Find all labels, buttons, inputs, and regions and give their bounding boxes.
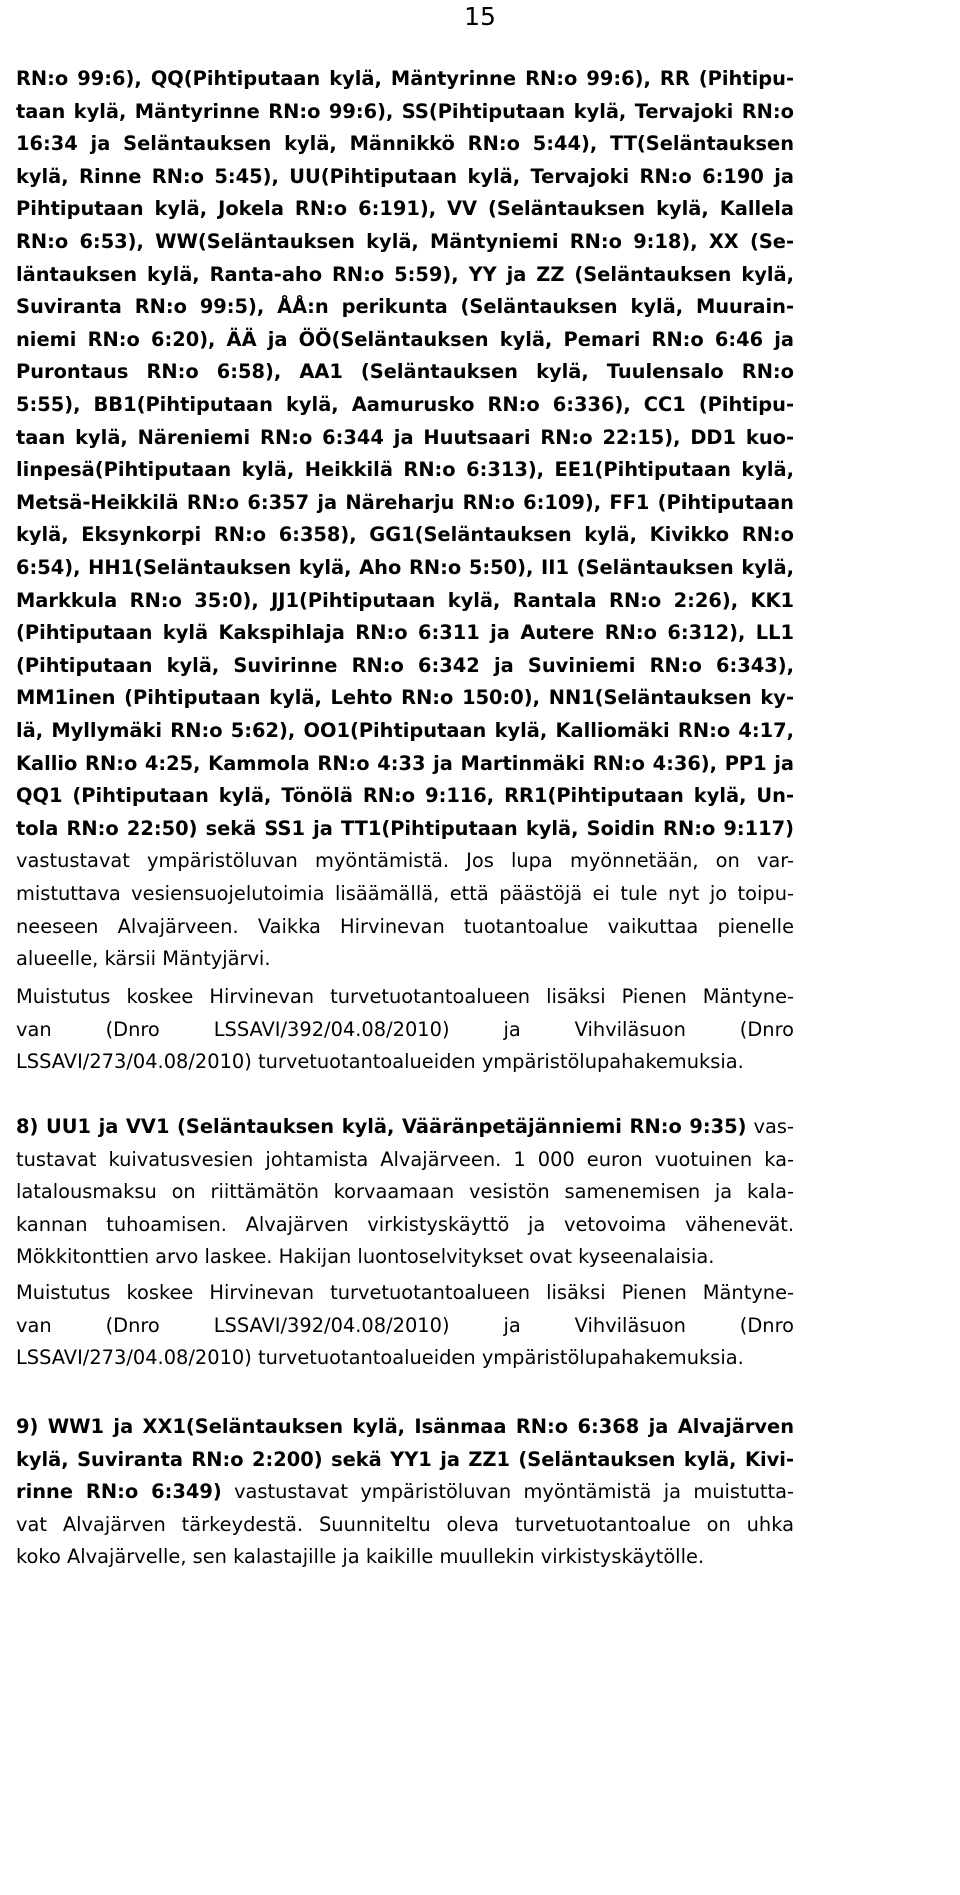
paragraph-objections-list-line — [16, 686, 794, 710]
paragraph-item-9-line — [16, 1480, 795, 1504]
bold-text: RN:o 6:53), WW(Seläntauksen kylä, Mäntyniemi RN:o 9:18), XX (Se- — [16, 230, 794, 253]
paragraph-objections-list-line — [16, 588, 794, 612]
paragraph-reminder-1-line — [16, 987, 794, 1006]
body-text: vas- — [746, 1115, 794, 1138]
bold-text: 6:54), HH1(Seläntauksen kylä, Aho RN:o 5:50), II1 (Seläntauksen kylä, — [16, 556, 794, 579]
bold-text: Metsä-Heikkilä RN:o 6:357 ja Näreharju RN:o 6:109), FF1 (Pihtiputaan — [16, 490, 794, 514]
body-text: tustavat kuivatusvesien johtamista Alvajärveen. 1 000 euron vuotuinen ka- — [16, 1147, 794, 1171]
bold-text: lä, Myllymäki RN:o 5:62), OO1(Pihtiputaan kylä, Kalliomäki RN:o 4:17, — [16, 719, 794, 742]
body-text: Muistutus koskee Hirvinevan turvetuotantoalueen lisäksi Pienen Mäntyne- — [16, 985, 794, 1008]
paragraph-item-8-line — [16, 1212, 794, 1236]
bold-text: QQ1 (Pihtiputaan kylä, Tönölä RN:o 9:116, RR1(Pihtiputaan kylä, Un- — [16, 784, 794, 808]
body-text: Mökkitonttien arvo laskee. Hakijan luontoselvitykset ovat kyseenalaisia. — [16, 1245, 715, 1269]
paragraph-objections-list-line — [16, 751, 794, 775]
paragraph-objections-list-line — [16, 360, 794, 384]
paragraph-objections-list-line — [16, 197, 794, 221]
bold-text: RN:o 99:6), QQ(Pihtiputaan kylä, Mäntyrinne RN:o 99:6), RR (Pihtipu- — [16, 67, 794, 90]
paragraph-objections-list-line — [16, 327, 794, 351]
bold-text: kylä, Rinne RN:o 5:45), UU(Pihtiputaan kylä, Tervajoki RN:o 6:190 ja — [16, 164, 794, 188]
paragraph-objections-list-line — [16, 621, 794, 645]
paragraph-reminder-2-line — [16, 1283, 794, 1302]
paragraph-objections-list-line — [16, 425, 794, 449]
bold-text: linpesä(Pihtiputaan kylä, Heikkilä RN:o 6:313), EE1(Pihtiputaan kylä, — [16, 458, 794, 482]
bold-text: (Pihtiputaan kylä Kakspihlaja RN:o 6:311 ja Autere RN:o 6:312), LL1 — [16, 621, 794, 645]
paragraph-objections-list-line — [16, 458, 794, 482]
paragraph-objections-list-line — [16, 69, 794, 88]
body-text: mistuttava vesiensuojelutoimia lisäämällä, että päästöjä ei tule nyt jo toipu- — [16, 882, 794, 905]
paragraph-objections-list-line — [16, 295, 794, 319]
body-text: vat Alvajärven tärkeydestä. Suunniteltu oleva turvetuotantoalue on uhka — [16, 1512, 794, 1536]
paragraph-objections-list-line — [16, 721, 794, 740]
body-text: LSSAVI/273/04.08/2010) turvetuotantoalueiden ympäristölupahakemuksia. — [16, 1050, 744, 1074]
body-text: LSSAVI/273/04.08/2010) turvetuotantoalueiden ympäristölupahakemuksia. — [16, 1346, 744, 1370]
body-text: latalousmaksu on riittämätön korvaamaan vesistön samenemisen ja kala- — [16, 1180, 794, 1204]
paragraph-objections-list-line — [16, 395, 794, 414]
body-text: kannan tuhoamisen. Alvajärven virkistyskäyttö ja vetovoima vähenevät. — [16, 1212, 794, 1236]
bold-text: 5:55), BB1(Pihtiputaan kylä, Aamurusko RN:o 6:336), CC1 (Pihtipu- — [16, 393, 794, 416]
paragraph-item-8-line — [16, 1117, 794, 1136]
paragraph-objections-list-line — [16, 164, 794, 188]
bold-text: 8) UU1 ja VV1 (Seläntauksen kylä, Vääränpetäjänniemi RN:o 9:35) — [16, 1115, 747, 1138]
paragraph-item-9-line — [16, 1417, 794, 1436]
paragraph-objections-list-line — [16, 784, 794, 808]
paragraph-item-8-line — [16, 1147, 794, 1171]
bold-text: Purontaus RN:o 6:58), AA1 (Seläntauksen kylä, Tuulensalo RN:o — [16, 360, 794, 384]
body-text: van (Dnro LSSAVI/392/04.08/2010) ja Vihviläsuon (Dnro — [16, 1017, 794, 1041]
paragraph-objections-list-line — [16, 653, 794, 677]
bold-text: rinne RN:o 6:349) — [16, 1480, 222, 1504]
body-text: neeseen Alvajärveen. Vaikka Hirvinevan tuotantoalue vaikuttaa pienelle — [16, 914, 794, 938]
paragraph-item-8-line — [16, 1180, 794, 1204]
bold-text: kylä, Eksynkorpi RN:o 6:358), GG1(Seläntauksen kylä, Kivikko RN:o — [16, 523, 794, 547]
paragraph-objections-list-line — [16, 523, 794, 547]
page-number: 15 — [464, 2, 496, 31]
paragraph-objections-list-line — [16, 232, 794, 251]
body-text: Muistutus koskee Hirvinevan turvetuotantoalueen lisäksi Pienen Mäntyne- — [16, 1281, 794, 1304]
bold-text: taan kylä, Mäntyrinne RN:o 99:6), SS(Pihtiputaan kylä, Tervajoki RN:o — [16, 99, 794, 123]
bold-text: Pihtiputaan kylä, Jokela RN:o 6:191), VV (Seläntauksen kylä, Kallela — [16, 197, 794, 221]
paragraph-objections-list-line — [16, 884, 794, 903]
body-text: vastustavat ympäristöluvan myöntämistä. Jos lupa myönnetään, on var- — [16, 849, 794, 873]
bold-text: MM1inen (Pihtiputaan kylä, Lehto RN:o 150:0), NN1(Seläntauksen ky- — [16, 686, 794, 710]
paragraph-objections-list-line — [16, 816, 794, 840]
bold-text: (Pihtiputaan kylä, Suvirinne RN:o 6:342 ja Suviniemi RN:o 6:343), — [16, 653, 794, 677]
body-text: van (Dnro LSSAVI/392/04.08/2010) ja Vihviläsuon (Dnro — [16, 1313, 794, 1337]
paragraph-reminder-2-line — [16, 1313, 794, 1337]
paragraph-reminder-2-line — [16, 1346, 794, 1370]
body-text: alueelle, kärsii Mäntyjärvi. — [16, 947, 271, 971]
paragraph-objections-list-line — [16, 99, 794, 123]
paragraph-reminder-1-line — [16, 1017, 794, 1041]
bold-text: Markkula RN:o 35:0), JJ1(Pihtiputaan kylä, Rantala RN:o 2:26), KK1 — [16, 588, 794, 612]
body-text: vastustavat ympäristöluvan myöntämistä ja muistutta- — [221, 1480, 795, 1504]
bold-text: 16:34 ja Seläntauksen kylä, Männikkö RN:o 5:44), TT(Seläntauksen — [16, 132, 794, 156]
paragraph-objections-list-line — [16, 262, 794, 286]
bold-text: kylä, Suviranta RN:o 2:200) sekä YY1 ja ZZ1 (Seläntauksen kylä, Kivi- — [16, 1447, 794, 1471]
paragraph-objections-list-line — [16, 132, 794, 156]
paragraph-item-9-line — [16, 1447, 794, 1471]
paragraph-objections-list-line — [16, 947, 794, 971]
bold-text: niemi RN:o 6:20), ÄÄ ja ÖÖ(Seläntauksen kylä, Pemari RN:o 6:46 ja — [16, 327, 794, 351]
paragraph-item-9-line — [16, 1512, 794, 1536]
paragraph-reminder-1-line — [16, 1050, 794, 1074]
bold-text: 9) WW1 ja XX1(Seläntauksen kylä, Isänmaa RN:o 6:368 ja Alvajärven — [16, 1415, 794, 1438]
paragraph-objections-list-line — [16, 914, 794, 938]
bold-text: tola RN:o 22:50) sekä SS1 ja TT1(Pihtiputaan kylä, Soidin RN:o 9:117) — [16, 816, 794, 840]
bold-text: Kallio RN:o 4:25, Kammola RN:o 4:33 ja Martinmäki RN:o 4:36), PP1 ja — [16, 751, 794, 775]
bold-text: taan kylä, Näreniemi RN:o 6:344 ja Huutsaari RN:o 22:15), DD1 kuo- — [16, 425, 794, 449]
paragraph-objections-list-line — [16, 849, 794, 873]
paragraph-item-8-line — [16, 1245, 794, 1269]
paragraph-item-9-line — [16, 1545, 794, 1569]
bold-text: läntauksen kylä, Ranta-aho RN:o 5:59), YY ja ZZ (Seläntauksen kylä, — [16, 262, 794, 286]
paragraph-objections-list-line — [16, 490, 794, 514]
body-text: koko Alvajärvelle, sen kalastajille ja kaikille muullekin virkistyskäytölle. — [16, 1545, 705, 1569]
paragraph-objections-list-line — [16, 558, 794, 577]
bold-text: Suviranta RN:o 99:5), ÅÅ:n perikunta (Seläntauksen kylä, Muurain- — [16, 295, 794, 319]
